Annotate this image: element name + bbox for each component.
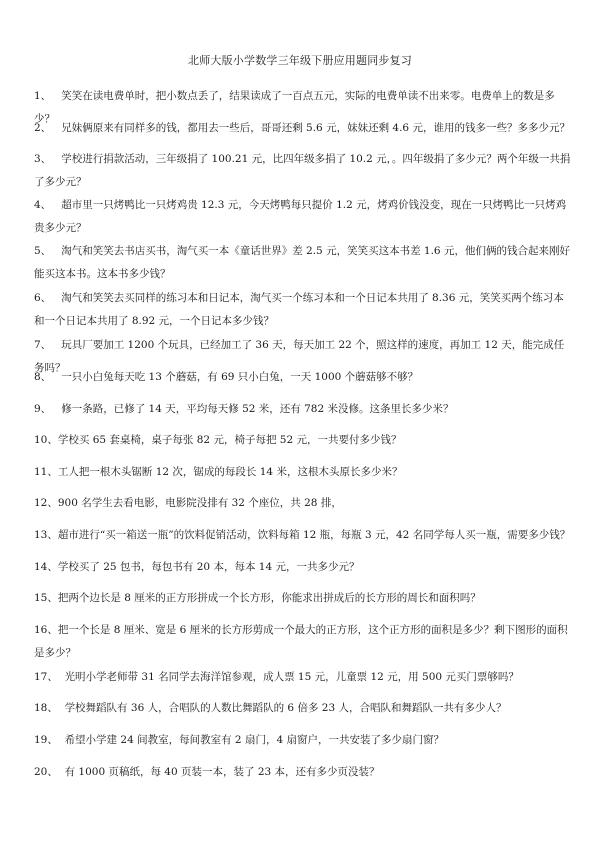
question-text: 学校舞蹈队有 36 人，合唱队的人数比舞蹈队的 6 倍多 23 人，合唱队和舞蹈队一共有多少人？ <box>64 702 507 714</box>
question-number: 20、 <box>34 766 58 778</box>
question-number: 19、 <box>34 734 58 746</box>
question-text: 光明小学老师带 31 名同学去海洋馆参观，成人票 15 元，儿童票 12 元，用 500 元买门票够吗？ <box>64 671 519 683</box>
question-number: 16、 <box>34 624 58 636</box>
question-number: 9、 <box>34 403 52 415</box>
question-11 <box>34 461 574 484</box>
question-14 <box>34 556 574 579</box>
question-text: 笑笑在读电费单时，把小数点丢了，结果读成了一百点五元，实际的电费单读不出来零。电费单上的数是多少？ <box>34 90 555 125</box>
question-20 <box>34 761 574 784</box>
question-number: 11、 <box>34 466 58 478</box>
question-text: 淘气和笑笑去买同样的练习本和日记本，淘气买一个练习本和一个日记本共用了 8.36 元，笑笑买两个练习本和一个日记本共用了 8.92 元，一个日记本多少钱？ <box>34 292 564 327</box>
question-10 <box>34 429 574 452</box>
question-text: 学校买 65 套桌椅，桌子每张 82 元，椅子每把 52 元，一共要付多少钱？ <box>57 434 402 446</box>
question-text: 淘气和笑笑去书店买书，淘气买一本《童话世界》差 2.5 元，笑笑买这本书差 1.6 元，他们俩的钱合起来刚好能买这本书。这本书多少钱？ <box>34 245 570 280</box>
question-number: 13、 <box>34 529 58 541</box>
question-text: 工人把一根木头锯断 12 次，锯成的每段长 14 米，这根木头原长多少米？ <box>57 466 403 478</box>
question-9 <box>34 398 574 421</box>
question-number: 8、 <box>34 371 52 383</box>
question-4 <box>34 194 574 240</box>
question-number: 17、 <box>34 671 58 683</box>
question-number: 7、 <box>34 339 52 351</box>
question-text: 一只小白兔每天吃 13 个蘑菇，有 69 只小白兔，一天 1000 个蘑菇够不够？ <box>61 371 419 383</box>
question-text: 把一个长是 8 厘米、宽是 6 厘米的长方形剪成一个最大的正方形，这个正方形的面积是多少？剩下图形的面积是多少？ <box>34 624 568 659</box>
question-text: 希望小学建 24 间教室，每间教室有 2 扇门，4 扇窗户，一共安装了多少扇门窗？ <box>64 734 444 746</box>
question-5 <box>34 240 574 286</box>
question-number: 3、 <box>34 153 52 165</box>
question-number: 12、 <box>34 497 58 509</box>
question-text: 兄妹俩原来有同样多的钱，都用去一些后，哥哥还剩 5.6 元，妹妹还剩 4.6 元，谁用的钱多一些？多多少元？ <box>61 122 570 134</box>
question-8 <box>34 366 574 389</box>
question-19 <box>34 729 574 752</box>
question-text: 超市里一只烤鸭比一只烤鸡贵 12.3 元，今天烤鸭每只提价 1.2 元，烤鸡价钱没变，现在一只烤鸭比一只烤鸡贵多少元？ <box>34 199 567 234</box>
question-number: 5、 <box>34 245 52 257</box>
question-number: 14、 <box>34 561 58 573</box>
question-text: 把两个边长是 8 厘米的正方形拼成一个长方形，你能求出拼成后的长方形的周长和面积吗？ <box>57 592 481 604</box>
question-text: 有 1000 页稿纸，每 40 页装一本，装了 23 本，还有多少页没装？ <box>64 766 380 778</box>
question-number: 15、 <box>34 592 58 604</box>
question-text: 修一条路，已修了 14 天，平均每天修 52 米，还有 782 米没修。这条里长多少米？ <box>61 403 454 415</box>
question-text: 玩具厂要加工 1200 个玩具，已经加工了 36 天，每天加工 22 个，照这样的速度，再加工 12 天，能完成任务吗？ <box>34 339 565 374</box>
question-text: 超市进行“买一箱送一瓶”的饮料促销活动，饮料每箱 12 瓶，每瓶 3 元，42 名同学每人买一瓶，需要多少钱？ <box>57 529 571 541</box>
question-18 <box>34 697 574 720</box>
question-12 <box>34 492 574 515</box>
document-title: 北师大版小学数学三年级下册应用题同步复习 <box>188 54 412 67</box>
question-number: 2、 <box>34 122 52 134</box>
question-text: 学校买了 25 包书，每包书有 20 本，每本 14 元，一共多少元？ <box>57 561 360 573</box>
question-6 <box>34 287 574 333</box>
question-number: 4、 <box>34 199 52 211</box>
question-text: 学校进行捐款活动，三年级捐了 100.21 元，比四年级多捐了 10.2 元，。四年级捐了多少元？两个年级一共捐了多少元？ <box>34 153 571 188</box>
question-number: 18、 <box>34 702 58 714</box>
question-number: 6、 <box>34 292 52 304</box>
question-17 <box>34 666 574 689</box>
question-15 <box>34 587 574 610</box>
question-number: 1、 <box>34 90 52 102</box>
question-3 <box>34 148 574 194</box>
question-number: 10、 <box>34 434 58 446</box>
question-13 <box>34 524 574 547</box>
question-2 <box>34 117 574 140</box>
question-text: 900 名学生去看电影，电影院没排有 32 个座位，共 28 排， <box>57 497 342 509</box>
question-16 <box>34 619 574 665</box>
